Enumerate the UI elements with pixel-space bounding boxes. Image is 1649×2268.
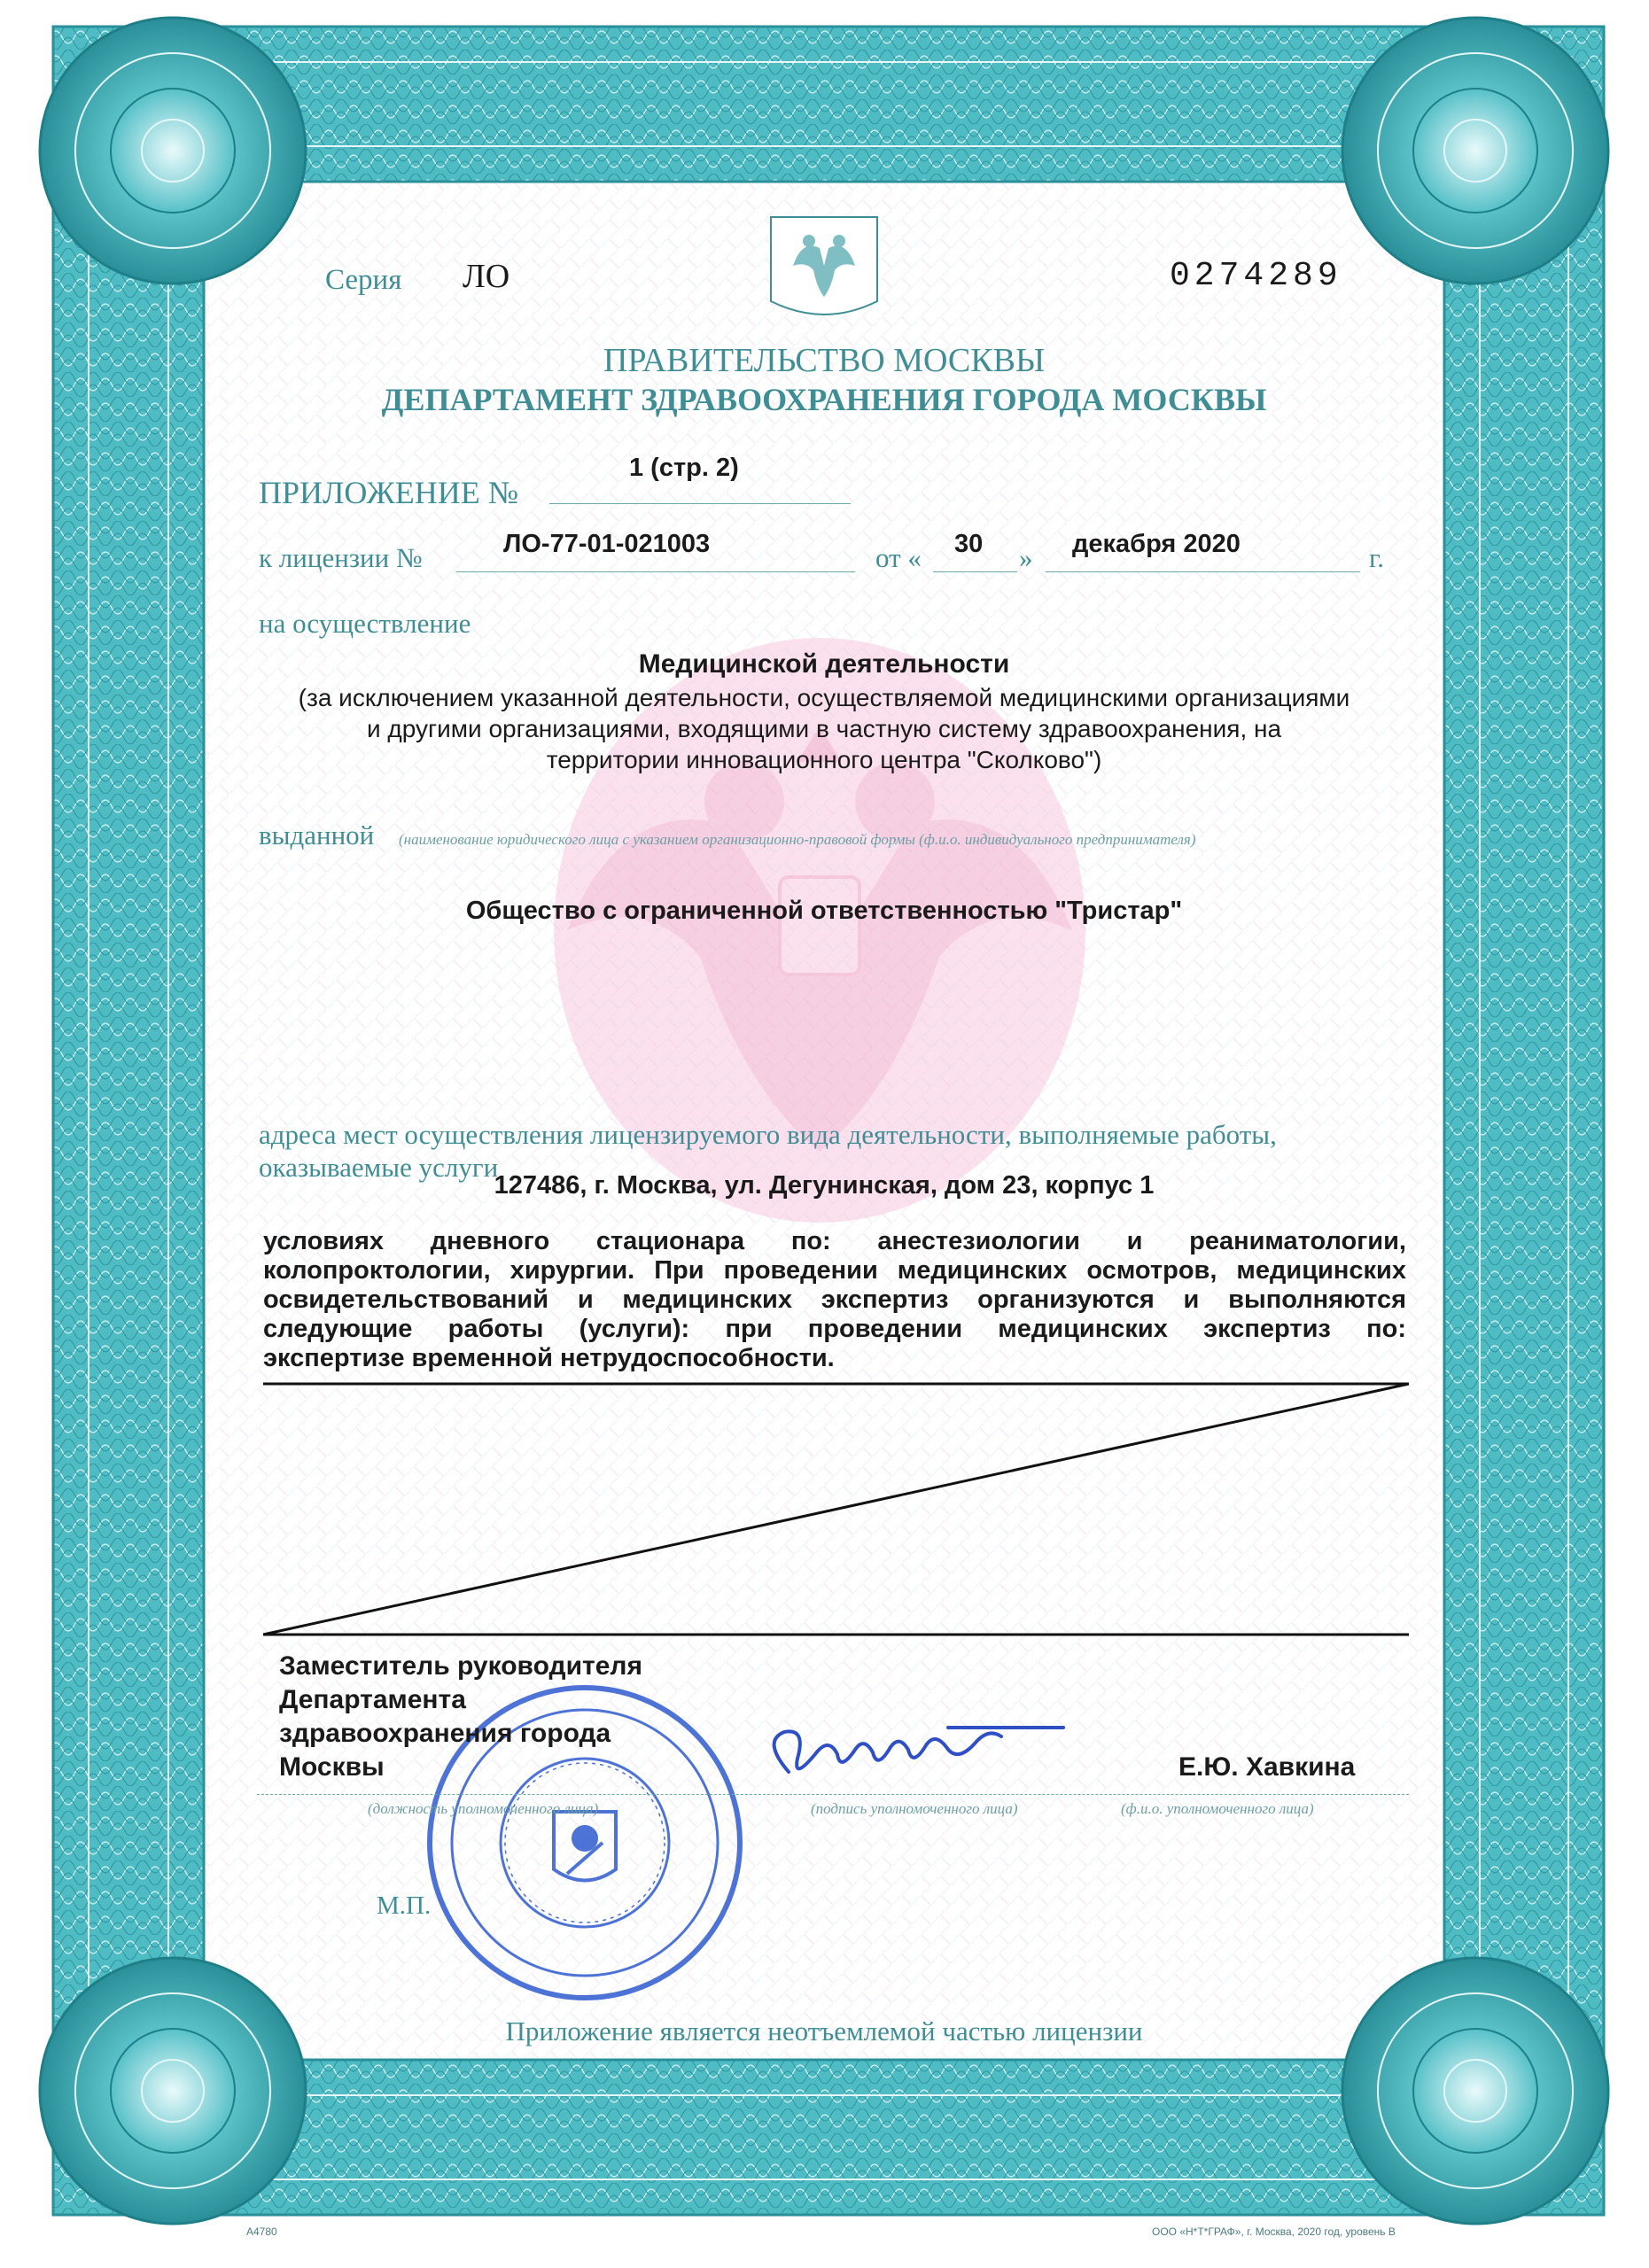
services-line: колопроктологии, хирургии. При проведении медицинских осмотров, медицинских [263, 1256, 1406, 1285]
activity-label: на осуществление [259, 608, 471, 639]
signatory-name: Е.Ю. Хавкина [1178, 1752, 1356, 1782]
license-underline [456, 571, 855, 572]
license-day: 30 [954, 530, 984, 558]
license-month-year: декабря 2020 [1072, 530, 1241, 558]
license-day-underline [933, 571, 1017, 572]
issued-label: выданной [259, 819, 375, 850]
caption-position: (должность уполномоченного лица) [368, 1800, 599, 1817]
coat-of-arms-icon [771, 217, 877, 315]
services-block [263, 1227, 1406, 1373]
printer-info: ООО «Н*Т*ГРАФ», г. Москва, 2020 год, уровень В [1152, 2225, 1396, 2238]
organization-name: Общество с ограниченной ответственностью "Тристар" [465, 897, 1183, 925]
series-label: Серия [325, 264, 402, 296]
position-line: здравоохранения города [279, 1719, 611, 1748]
caption-name: (ф.и.о. уполномоченного лица) [1121, 1800, 1314, 1817]
license-label: к лицензии № [259, 542, 423, 573]
activity-desc-line: и другими организациями, входящими в частную систему здравоохранения, на [366, 715, 1282, 742]
addresses-label-line2: оказываемые услуги [259, 1152, 499, 1183]
license-from-label: от « [875, 542, 922, 573]
license-year-suffix: г. [1369, 542, 1384, 573]
services-line: следующие работы (услуги): при проведении медицинских экспертиз по: [263, 1315, 1406, 1343]
position-line: Департамента [279, 1685, 466, 1714]
form-number: 0274289 [1170, 257, 1342, 295]
government-title: ПРАВИТЕЛЬСТВО МОСКВЫ [603, 342, 1046, 379]
services-line-last: экспертизе временной нетрудоспособности. [263, 1344, 835, 1372]
license-date-underline [1046, 571, 1360, 572]
form-code: А4780 [246, 2225, 277, 2238]
signatory-position [279, 1650, 642, 1784]
addresses-label-line1: адреса мест осуществления лицензируемого вида деятельности, выполняемые работы, [259, 1119, 1277, 1150]
caption-signature: (подпись уполномоченного лица) [811, 1800, 1018, 1817]
appendix-value: 1 (стр. 2) [629, 454, 739, 482]
activity-description [204, 682, 1444, 775]
footer-note: Приложение является неотъемлемой частью лицензии [505, 2016, 1143, 2047]
position-line: Заместитель руководителя [279, 1651, 642, 1681]
license-number: ЛО-77-01-021003 [503, 530, 711, 558]
activity-desc-line: (за исключением указанной деятельности, осуществляемой медицинскими организациями [298, 684, 1350, 711]
services-line: освидетельствований и медицинских экспертиз организуются и выполняются [263, 1285, 1406, 1314]
services-line: условиях дневного стационара по: анестезиологии и реаниматологии, [263, 1227, 1406, 1255]
department-title: ДЕПАРТАМЕНТ ЗДРАВООХРАНЕНИЯ ГОРОДА МОСКВЫ [381, 382, 1267, 417]
address-value: 127486, г. Москва, ул. Дегунинская, дом 23, корпус 1 [494, 1171, 1155, 1200]
appendix-label: ПРИЛОЖЕНИЕ № [259, 475, 519, 510]
appendix-underline [549, 503, 851, 504]
activity-title: Медицинской деятельности [638, 649, 1010, 679]
issued-caption: (наименование юридического лица с указанием организационно-правовой формы (ф.и.о. индивидуального предпринимателя) [399, 831, 1196, 848]
series-value: ЛО [463, 258, 510, 295]
activity-desc-line: территории инновационного центра "Сколково") [546, 746, 1102, 773]
seal-place-label: М.П. [377, 1891, 432, 1920]
signature-line [257, 1794, 1409, 1795]
license-close-quote: » [1019, 542, 1033, 573]
position-line: Москвы [279, 1752, 385, 1782]
